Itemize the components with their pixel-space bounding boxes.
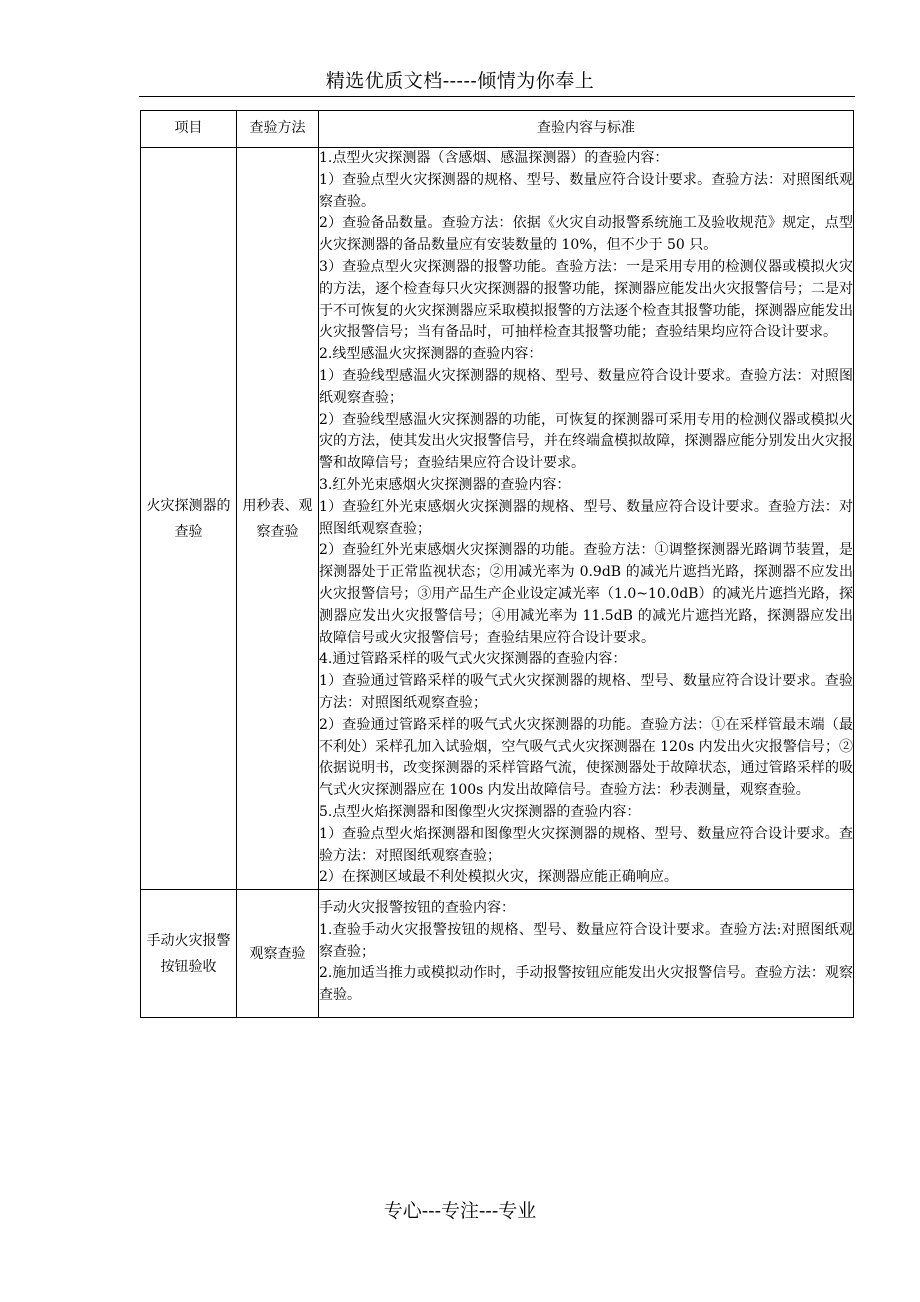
table-header-row xyxy=(141,111,854,148)
table-row xyxy=(141,148,854,890)
content-line: 1.查验手动火灾报警按钮的规格、型号、数量应符合设计要求。查验方法:对照图纸观察查验； xyxy=(319,921,853,960)
row-method-manual-call-point: 观察查验 xyxy=(237,890,319,1018)
page-header: 精选优质文档-----倾情为你奉上 xyxy=(325,70,595,92)
row-method-fire-detector: 用秒表、观察查验 xyxy=(237,148,319,890)
content-line: 1）查验点型火灾探测器的规格、型号、数量应符合设计要求。查验方法：对照图纸观察查验。 xyxy=(319,171,853,210)
table-row xyxy=(141,890,854,1018)
content-line: 2.施加适当推力或模拟动作时，手动报警按钮应能发出火灾报警信号。查验方法：观察查验。 xyxy=(319,965,853,1004)
content-line: 2）在探测区域最不利处模拟火灾，探测器应能正确响应。 xyxy=(319,869,678,886)
content-line: 5.点型火焰探测器和图像型火灾探测器的查验内容： xyxy=(319,803,641,820)
content-line: 3.红外光束感烟火灾探测器的查验内容： xyxy=(319,476,571,493)
content-line: 1）查验红外光束感烟火灾探测器的规格、型号、数量应符合设计要求。查验方法：对照图纸观察查验； xyxy=(319,498,853,537)
inspection-table xyxy=(140,110,854,1018)
content-line: 手动火灾报警按钮的查验内容： xyxy=(319,900,515,917)
row-item-fire-detector: 火灾探测器的查验 xyxy=(141,148,237,890)
content-line: 2）查验通过管路采样的吸气式火灾探测器的功能。查验方法：①在采样管最末端（最不利处）采样孔加入试验烟，空气吸气式火灾探测器在 120s 内发出火灾报警信号；②依据说明书，改变探测器的采样管路气流，使探测器处于故障状态，通过管路采样的吸气式火灾探测器应在 100s 内发出故障信号。查验方法：秒表测量，观察查验。 xyxy=(319,716,853,799)
content-line: 1.点型火灾探测器（含感烟、感温探测器）的查验内容： xyxy=(319,150,669,166)
row-item-manual-call-point: 手动火灾报警按钮验收 xyxy=(141,890,237,1018)
content-line: 3）查验点型火灾探测器的报警功能。查验方法：一是采用专用的检测仪器或模拟火灾的方法，逐个检查每只火灾探测器的报警功能，探测器应能发出火灾报警信号；二是对于不可恢复的火灾探测器应采取模拟报警的方法逐个检查其报警功能，探测器应能发出火灾报警信号；当有备品时，可抽样检查其报警功能；查验结果均应符合设计要求。 xyxy=(319,258,853,341)
content-line: 2.线型感温火灾探测器的查验内容： xyxy=(319,346,543,363)
content-line: 2）查验红外光束感烟火灾探测器的功能。查验方法：①调整探测器光路调节装置，是探测器处于正常监视状态；②用减光率为 0.9dB 的减光片遮挡光路，探测器不应发出火灾报警信号；③用产品生产企业设定减光率（1.0~10.0dB）的减光片遮挡光路，探测器应发出火灾报警信号；④用减光率为 11.5dB 的减光片遮挡光路，探测器应发出故障信号或火灾报警信号；查验结果应符合设计要求。 xyxy=(319,542,853,646)
header-content: 查验内容与标准 xyxy=(319,111,854,148)
header-divider xyxy=(139,96,855,97)
content-line: 1）查验通过管路采样的吸气式火灾探测器的规格、型号、数量应符合设计要求。查验方法：对照图纸观察查验； xyxy=(319,673,853,711)
content-line: 1）查验点型火焰探测器和图像型火灾探测器的规格、型号、数量应符合设计要求。查验方法：对照图纸观察查验； xyxy=(319,825,853,864)
content-line: 2）查验线型感温火灾探测器的功能，可恢复的探测器可采用专用的检测仪器或模拟火灾的方法，使其发出火灾报警信号，并在终端盒模拟故障，探测器应能分别发出火灾报警和故障信号；查验结果应符合设计要求。 xyxy=(319,411,853,472)
row-content-fire-detector xyxy=(319,148,854,890)
header-method: 查验方法 xyxy=(237,111,319,148)
content-line: 4.通过管路采样的吸气式火灾探测器的查验内容： xyxy=(319,651,627,668)
content-line: 2）查验备品数量。查验方法：依据《火灾自动报警系统施工及验收规范》规定，点型火灾探测器的备品数量应有安装数量的 10%，但不少于 50 只。 xyxy=(319,215,853,254)
page-footer: 专心---专注---专业 xyxy=(383,1200,537,1222)
content-line: 1）查验线型感温火灾探测器的规格、型号、数量应符合设计要求。查验方法：对照图纸观察查验； xyxy=(319,367,853,406)
header-item: 项目 xyxy=(141,111,237,148)
row-content-manual-call-point xyxy=(319,890,854,1018)
